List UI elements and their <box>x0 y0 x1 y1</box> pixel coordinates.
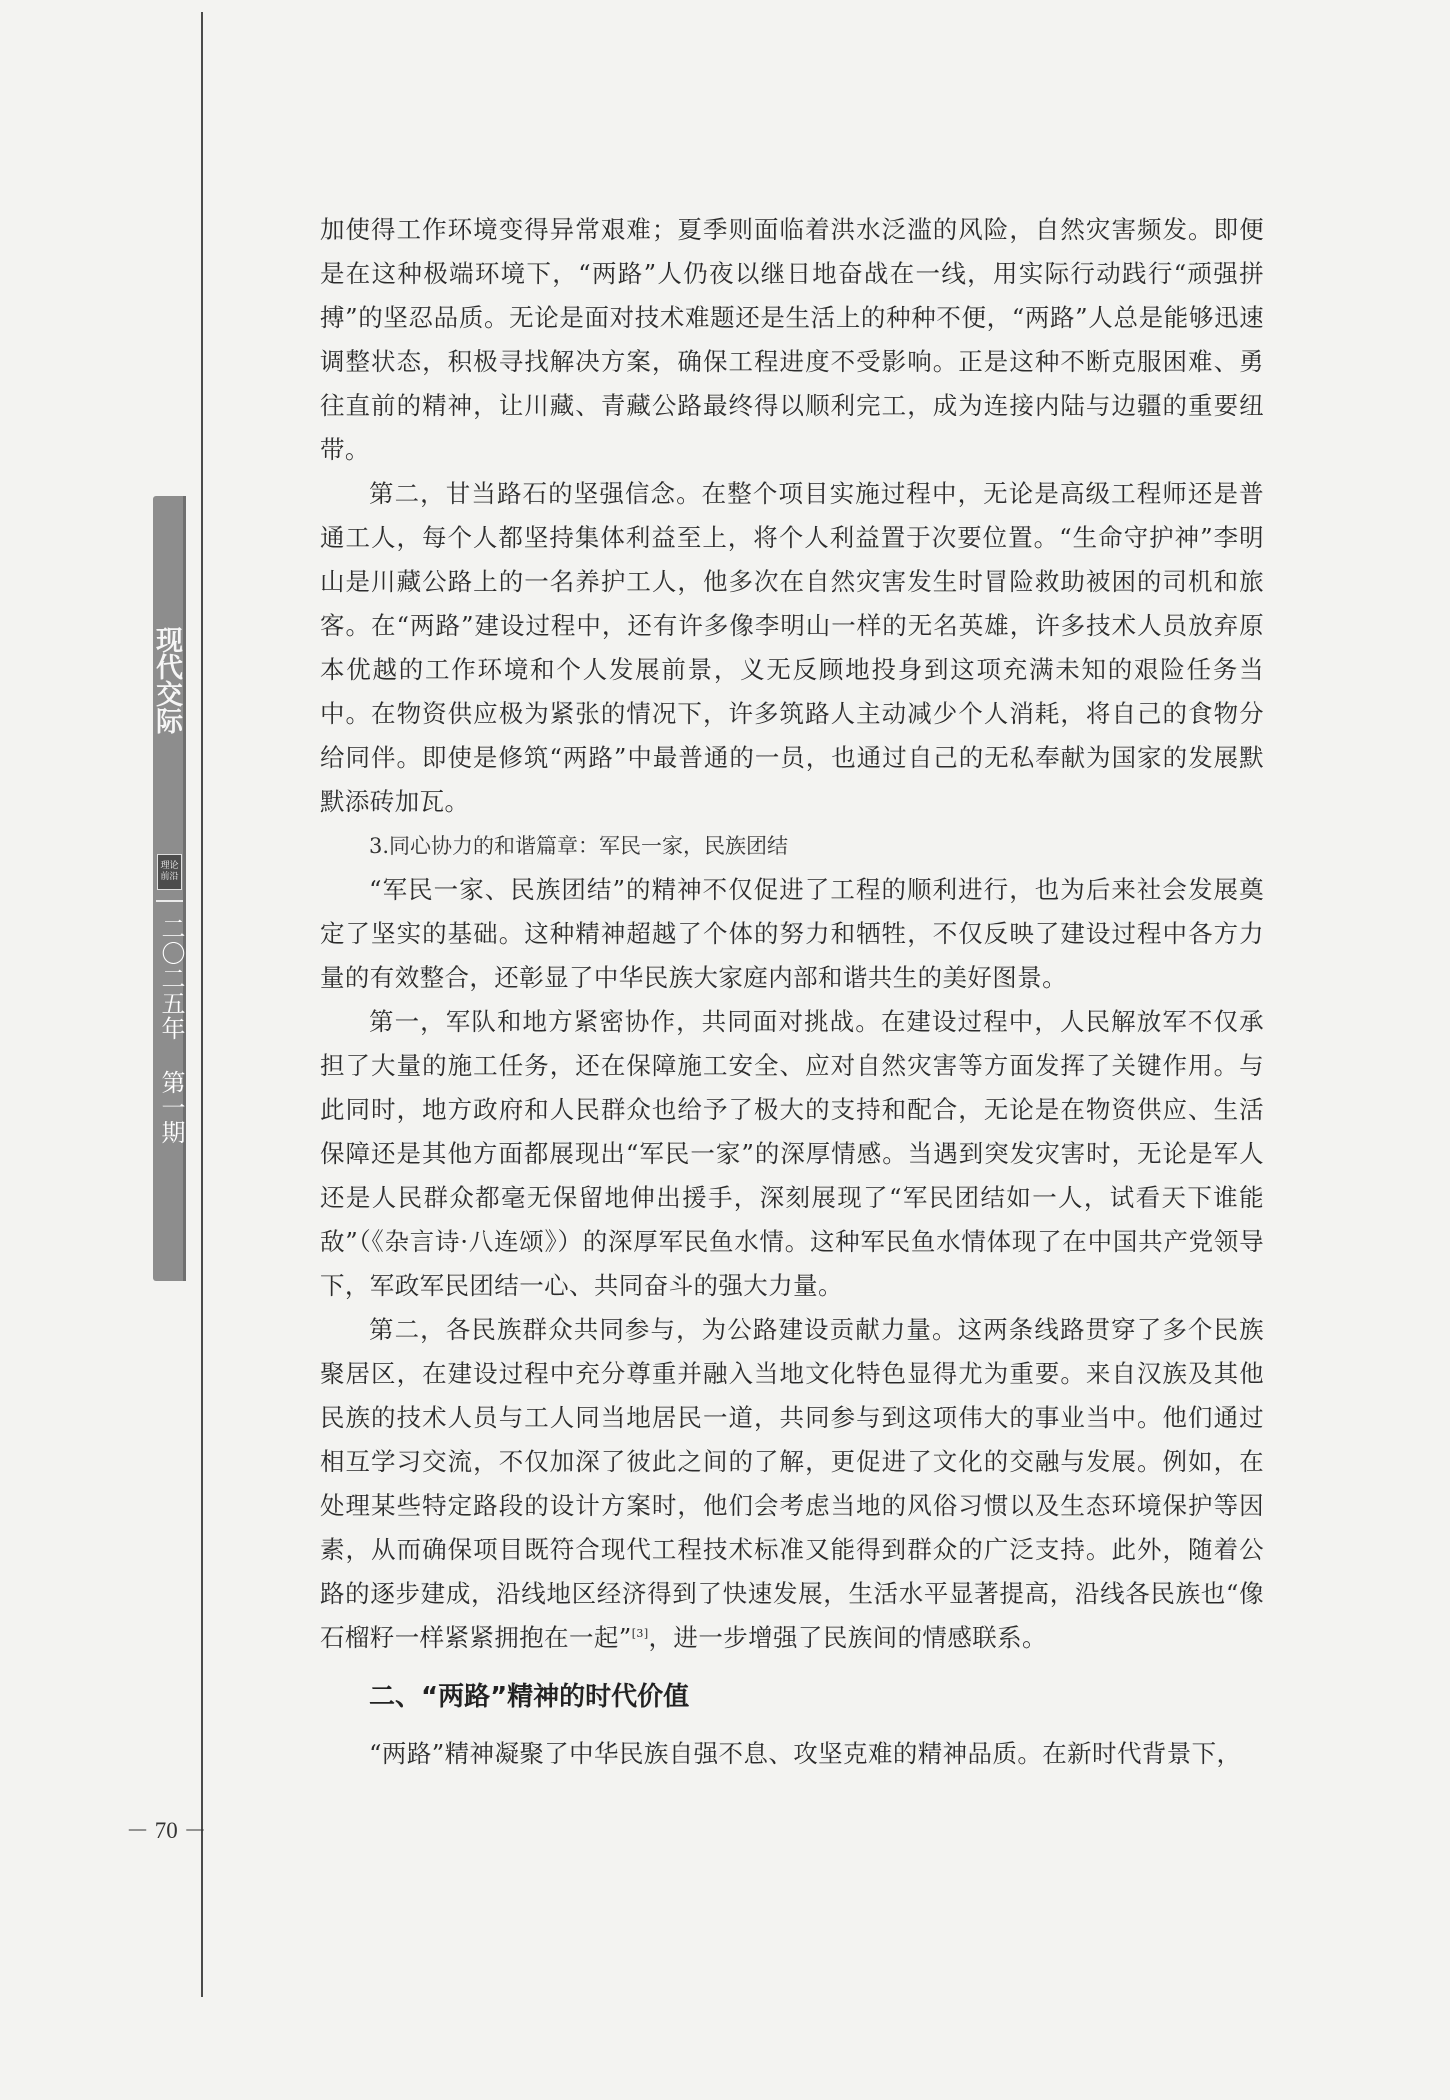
paragraph: 第一，军队和地方紧密协作，共同面对挑战。在建设过程中，人民解放军不仅承担了大量的施工任务，还在保障施工安全、应对自然灾害等方面发挥了关键作用。与此同时，地方政府和人民群众也给予了极大的支持和配合，无论是在物资供应、生活保障还是其他方面都展现出“军民一家”的深厚情感。当遇到突发灾害时，无论是军人还是人民群众都毫无保留地伸出援手，深刻展现了“军民团结如一人，试看天下谁能敌”（《杂言诗·八连颂》）的深厚军民鱼水情。这种军民鱼水情体现了在中国共产党领导下，军政军民团结一心、共同奋斗的强大力量。 <box>320 1007 1264 1300</box>
paragraph: 第二，甘当路石的坚强信念。在整个项目实施过程中，无论是高级工程师还是普通工人，每个人都坚持集体利益至上，将个人利益置于次要位置。“生命守护神”李明山是川藏公路上的一名养护工人，他多次在自然灾害发生时冒险救助被困的司机和旅客。在“两路”建设过程中，还有许多像李明山一样的无名英雄，许多技术人员放弃原本优越的工作环境和个人发展前景，义无反顾地投身到这项充满未知的艰险任务当中。在物资供应极为紧张的情况下，许多筑路人主动减少个人消耗，将自己的食物分给同伴。即使是修筑“两路”中最普通的一员，也通过自己的无私奉献为国家的发展默默添砖加瓦。 <box>320 479 1264 816</box>
paragraph-text: ，进一步增强了民族间的情感联系。 <box>648 1623 1047 1652</box>
paragraph: 加使得工作环境变得异常艰难；夏季则面临着洪水泛滥的风险，自然灾害频发。即便是在这种极端环境下，“两路”人仍夜以继日地奋战在一线，用实际行动践行“顽强拼搏”的坚忍品质。无论是面对技术难题还是生活上的种种不便，“两路”人总是能够迅速调整状态，积极寻找解决方案，确保工程进度不受影响。正是这种不断克服困难、勇往直前的精神，让川藏、青藏公路最终得以顺利完工，成为连接内陆与边疆的重要纽带。 <box>320 215 1264 464</box>
journal-sidebar-tab <box>153 496 186 1281</box>
footnote-reference: [3] <box>631 1626 649 1640</box>
sidebar-divider <box>156 900 183 902</box>
page-number: － 70 － <box>126 1818 207 1843</box>
journal-name: 现代交际 <box>151 626 182 734</box>
paragraph-text: 第二，各民族群众共同参与，为公路建设贡献力量。这两条线路贯穿了多个民族聚居区，在建设过程中充分尊重并融入当地文化特色显得尤为重要。来自汉族及其他民族的技术人员与工人同当地居民一道，共同参与到这项伟大的事业当中。他们通过相互学习交流，不仅加深了彼此之间的了解，更促进了文化的交融与发展。例如，在处理某些特定路段的设计方案时，他们会考虑当地的风俗习惯以及生态环境保护等因素，从而确保项目既符合现代工程技术标准又能得到群众的广泛支持。此外，随着公路的逐步建成，沿线地区经济得到了快速发展，生活水平显著提高，沿线各民族也“像石榴籽一样紧紧拥抱在一起” <box>320 1315 1264 1652</box>
paragraph <box>320 1308 1264 1660</box>
section-heading: 二、“两路”精神的时代价值 <box>369 1682 690 1712</box>
paragraph: “两路”精神凝聚了中华民族自强不息、攻坚克难的精神品质。在新时代背景下， <box>369 1739 1242 1768</box>
column-seal: 理论前沿 <box>157 854 182 890</box>
paragraph: “军民一家、民族团结”的精神不仅促进了工程的顺利进行，也为后来社会发展奠定了坚实的基础。这种精神超越了个体的努力和牺牲，不仅反映了建设过程中各方力量的有效整合，还彰显了中华民族大家庭内部和谐共生的美好图景。 <box>320 875 1264 992</box>
subsection-heading: 3.同心协力的和谐篇章：军民一家，民族团结 <box>369 834 789 858</box>
article-body <box>320 208 1264 1776</box>
issue-label: 二〇二五年 第一期 <box>157 916 185 1145</box>
margin-rule <box>201 12 203 1997</box>
